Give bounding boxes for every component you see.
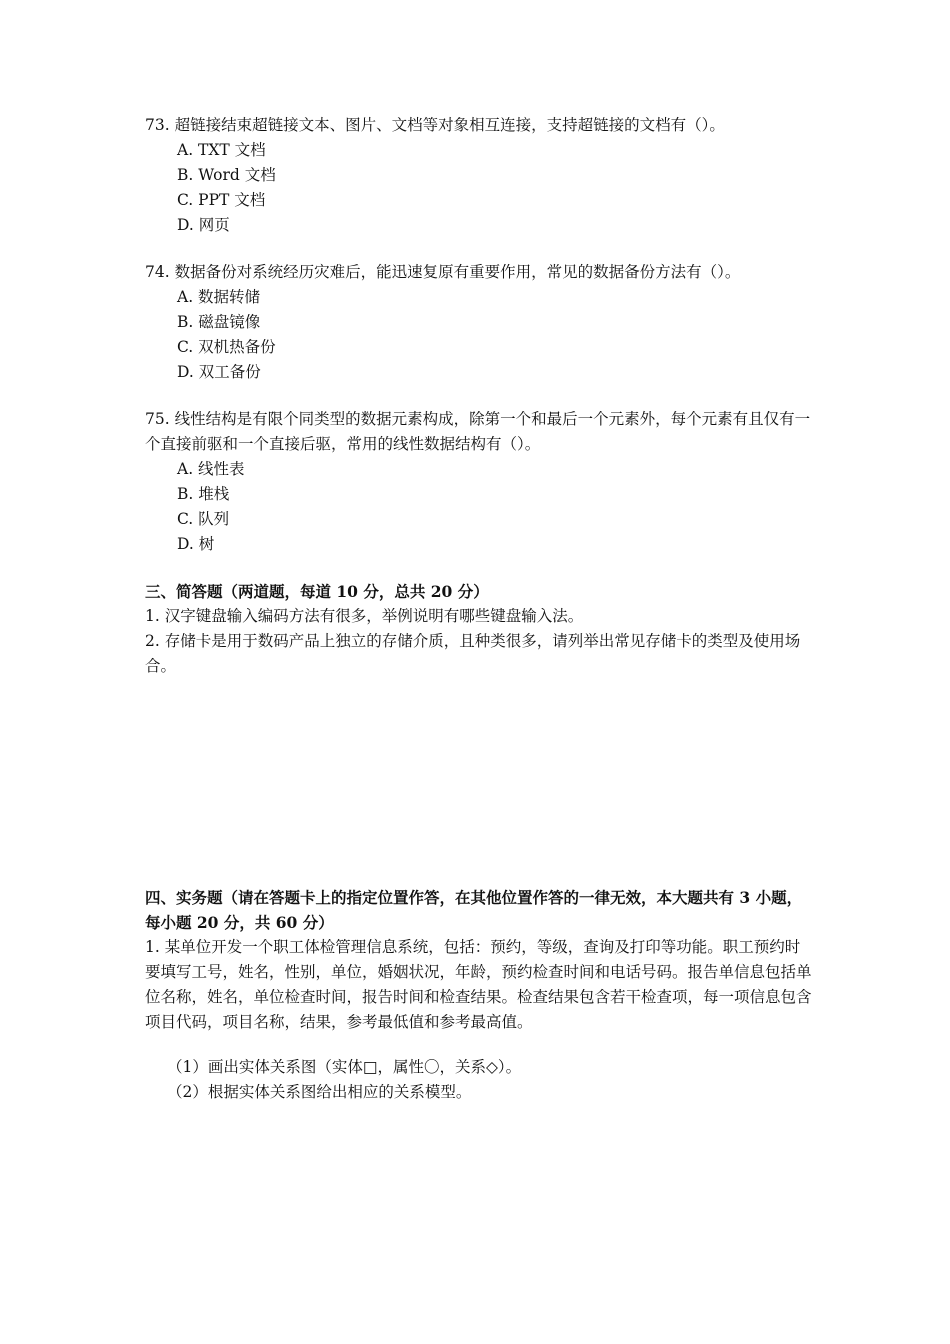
option-c: C. 队列: [177, 510, 230, 528]
option-list: [145, 457, 815, 557]
practical-item-1: 1. 某单位开发一个职工体检管理信息系统，包括：预约，等级，查询及打印等功能。职工预约时要填写工号，姓名，性别，单位，婚姻状况，年龄，预约检查时间和电话号码。报告单信息包括单位名称，姓名，单位检查时间，报告时间和检查结果。检查结果包含若干检查项，每一项信息包含项目代码，项目名称，结果，参考最低值和参考最高值。: [145, 938, 812, 1031]
option-c: C. 双机热备份: [177, 338, 276, 356]
question-stem: 75. 线性结构是有限个同类型的数据元素构成，除第一个和最后一个元素外，每个元素有且仅有一个直接前驱和一个直接后驱，常用的线性数据结构有（）。: [145, 410, 811, 453]
option-c: C. PPT 文档: [177, 191, 266, 209]
subquestion-1: （1）画出实体关系图（实体□，属性〇，关系◇）。: [167, 1058, 522, 1076]
question-74: [145, 260, 815, 385]
section-title: 四、实务题（请在答题卡上的指定位置作答，在其他位置作答的一律无效，本大题共有 3 小题，每小题 20 分，共 60 分）: [145, 888, 803, 932]
document-page: [145, 113, 815, 1101]
section-title: 三、简答题（两道题，每道 10 分，总共 20 分）: [145, 582, 489, 601]
option-d: D. 双工备份: [177, 363, 261, 381]
section-short-answer: [145, 579, 815, 679]
short-answer-item-1: 1. 汉字键盘输入编码方法有很多，举例说明有哪些键盘输入法。: [145, 607, 584, 625]
option-a: A. 数据转储: [177, 288, 261, 306]
option-list: [145, 138, 815, 238]
option-a: A. 线性表: [177, 460, 245, 478]
question-75: [145, 407, 815, 557]
option-d: D. 网页: [177, 216, 230, 234]
option-a: A. TXT 文档: [177, 141, 266, 159]
option-b: B. 磁盘镜像: [177, 313, 261, 331]
spacer: [145, 1035, 815, 1055]
question-stem: 73. 超链接结束超链接文本、图片、文档等对象相互连接，支持超链接的文档有（）。: [145, 116, 725, 134]
subquestion-2: （2）根据实体关系图给出相应的关系模型。: [167, 1083, 472, 1101]
question-73: [145, 113, 815, 238]
option-b: B. Word 文档: [177, 166, 276, 184]
option-b: B. 堆栈: [177, 485, 230, 503]
question-stem: 74. 数据备份对系统经历灾难后，能迅速复原有重要作用，常见的数据备份方法有（）。: [145, 263, 741, 281]
option-d: D. 树: [177, 535, 215, 553]
short-answer-item-2: 2. 存储卡是用于数码产品上独立的存储介质，且种类很多，请列举出常见存储卡的类型及使用场合。: [145, 632, 801, 675]
option-list: [145, 285, 815, 385]
section-practical: [145, 885, 815, 1105]
